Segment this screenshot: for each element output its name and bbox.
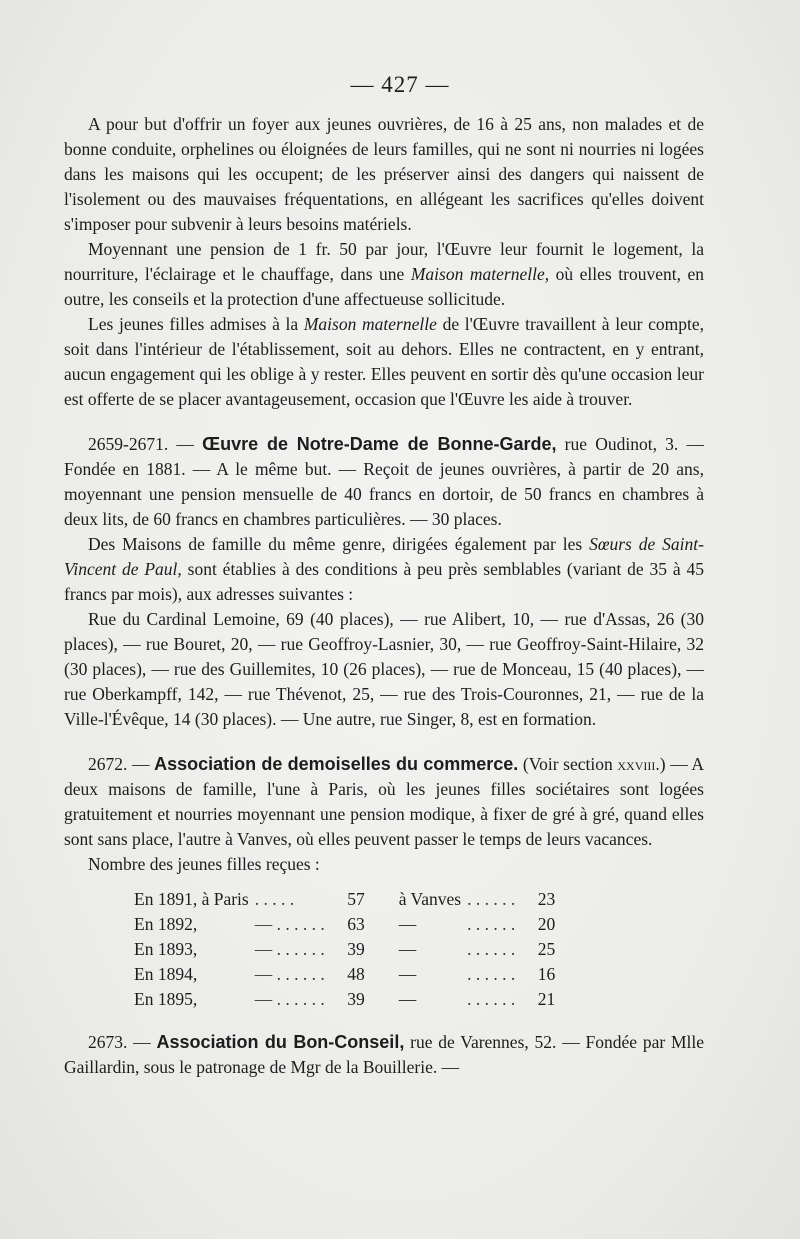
dots-cell: — . . . . . . (254, 939, 325, 959)
dots-cell: — . . . . . . (254, 964, 325, 984)
entry-2672: 2672. — Association de demoiselles du commerce. (Voir section xxviii.) — A deux maisons de famille, l'une à Paris, où les jeunes filles sociétaires sont logées gratuitement et nourries moyennant une pension modique, à fixer de gré à gré, quand elles sont sans place, l'autre à Vanves, où elles peuvent passer le temps de leurs vacances. (64, 754, 705, 849)
table-row (134, 962, 561, 987)
entry-number: 2672. — (88, 754, 155, 774)
vanves-label-cell: — (398, 914, 417, 934)
table-row (134, 937, 561, 962)
section-ref: xxviii (617, 754, 656, 774)
paris-count-cell: 57 (347, 889, 365, 909)
paris-count-cell: 39 (347, 939, 365, 959)
entry-2673: 2673. — Association du Bon-Conseil, rue de Varennes, 52. — Fondée par Mlle Gaillardin, sous le patronage de Mgr de la Bouillerie. — (64, 1032, 705, 1077)
dots-cell: . . . . . (254, 889, 295, 909)
dots-cell: — . . . . . . (254, 914, 325, 934)
vanves-dots-cell: . . . . . . (467, 889, 516, 909)
vanves-dots-cell: . . . . . . (467, 989, 516, 1009)
vanves-dots-cell: . . . . . . (467, 914, 516, 934)
vanves-count-cell: 16 (537, 964, 556, 984)
table-row (134, 887, 561, 912)
counts-intro: Nombre des jeunes filles reçues : (88, 854, 320, 874)
entry-number: 2659-2671. — (88, 434, 203, 454)
intro-paragraph-3: Les jeunes filles admises à la Maison maternelle de l'Œuvre travaillent à leur compte, soit dans l'intérieur de l'établissement, soit au dehors. Elles ne contractent, en y entrant, aucun engagement qui les oblige à y rester. Elles peuvent en sortir dès qu'une occasion leur est offerte de se placer avantageusement, occasion que l'Œuvre les aide à trouver. (64, 314, 704, 409)
maison-maternelle-term-2: Maison maternelle (303, 314, 437, 334)
vanves-dots-cell: . . . . . . (467, 964, 516, 984)
year-cell: En 1894, (134, 964, 198, 984)
vanves-count-cell: 21 (537, 989, 556, 1009)
table-row (134, 912, 561, 937)
maison-maternelle-term: Maison maternelle, (410, 264, 550, 284)
vanves-count-cell: 25 (537, 939, 556, 959)
year-cell: En 1895, (134, 989, 198, 1009)
entry-title: Association du Bon-Conseil, (156, 1032, 405, 1052)
entry-2659-paragraph-2: Des Maisons de famille du même genre, dirigées également par les Sœurs de Saint-Vincent de Paul, sont établies à des conditions à peu près semblables (variant de 35 à 45 francs par mois), aux adresses suivantes : (64, 534, 704, 604)
paris-count-cell: 63 (347, 914, 365, 934)
entry-title: Œuvre de Notre-Dame de Bonne-Garde, (202, 434, 557, 454)
entry-2659-addresses: Rue du Cardinal Lemoine, 69 (40 places), — rue Alibert, 10, — rue d'Assas, 26 (30 places), — rue Bouret, 20, — rue Geoffroy-Lasnier, 30, — rue Geoffroy-Saint-Hilaire, 32 (30 places), — rue des Guillemites, 10 (26 places), — rue de Monceau, 15 (40 places), — rue Oberkampff, 142, — rue Thévenot, 25, — rue des Trois-Couronnes, 21, — rue de la Ville-l'Évêque, 14 (30 places). — Une autre, rue Singer, 8, est en formation. (64, 609, 704, 729)
table-row (134, 987, 561, 1012)
year-cell: En 1893, (134, 939, 198, 959)
entry-2659-2671: 2659-2671. — Œuvre de Notre-Dame de Bonne-Garde, rue Oudinot, 3. — Fondée en 1881. — A le même but. — Reçoit de jeunes ouvrières, à partir de 20 ans, moyennant une pension mensuelle de 40 francs en dortoir, de 50 francs en chambres à deux lits, de 60 francs en chambres particulières. — 30 places. (64, 434, 704, 529)
vanves-dots-cell: . . . . . . (467, 939, 516, 959)
vanves-label-cell: — (398, 989, 417, 1009)
intro-paragraph-2: Moyennant une pension de 1 fr. 50 par jour, l'Œuvre leur fournit le logement, la nourriture, l'éclairage et le chauffage, dans une Maison maternelle, où elles trouvent, en outre, les conseils et la protection d'une affectueuse sollicitude. (64, 239, 705, 309)
page-number: — 427 — (350, 72, 450, 97)
soeurs-term: Sœurs de Saint-Vincent de Paul, (64, 534, 704, 579)
intro-paragraph-1: A pour but d'offrir un foyer aux jeunes ouvrières, de 16 à 25 ans, non malades et de bonne conduite, orphelines ou éloignées de leurs familles, qui ne sont ni nourries ni logées dans les maisons qui les occupent; de les préserver ainsi des dangers qui naissent de l'isolement ou des mauvaises fréquentations, en allégeant les sacrifices qu'elles doivent s'imposer pour subvenir à leurs besoins matériels. (64, 114, 704, 234)
paris-count-cell: 39 (347, 989, 365, 1009)
page-body (64, 112, 704, 1080)
dots-cell: — . . . . . . (254, 989, 325, 1009)
year-cell: En 1892, (134, 914, 198, 934)
counts-table (134, 887, 561, 1012)
entry-number: 2673. — (88, 1032, 157, 1052)
vanves-label-cell: — (398, 964, 417, 984)
vanves-label-cell: à Vanves (398, 889, 462, 909)
vanves-count-cell: 23 (537, 889, 556, 909)
vanves-label-cell: — (398, 939, 417, 959)
paris-count-cell: 48 (347, 964, 365, 984)
year-cell: En 1891, à Paris (134, 889, 249, 909)
vanves-count-cell: 20 (537, 914, 556, 934)
entry-title: Association de demoiselles du commerce. (154, 754, 519, 774)
